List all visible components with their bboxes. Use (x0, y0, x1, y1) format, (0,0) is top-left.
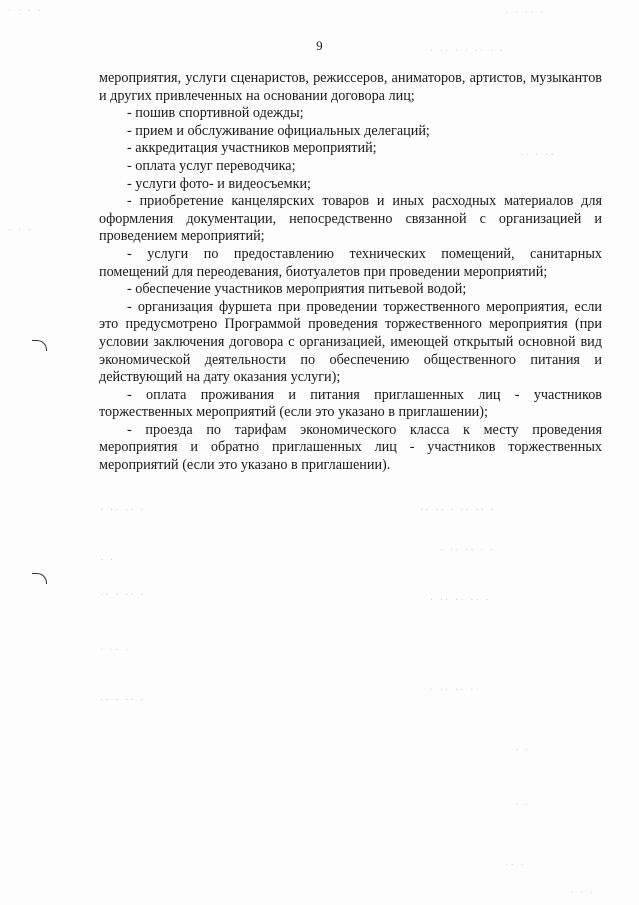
scan-noise: · ·· ·· ·· · (430, 595, 491, 606)
list-item-buffet: - организация фуршета при проведении торжественного мероприятия, если это предусмотрено Программой проведения торжественного мероприятия (при условии заключения договора с организацией, имеющей открытый основной вид экономической деятельности по обеспечению общественного питания и действующий на дату оказания услуги); (99, 298, 602, 386)
list-item-translator: - оплата услуг переводчика; (127, 157, 296, 174)
list-item-delegations: - прием и обслуживание официальных делегаций; (127, 122, 430, 139)
scan-margin-mark (32, 573, 47, 584)
scan-noise: · ·· · (100, 645, 131, 656)
list-item-technical-premises: - услуги по предоставлению технических помещений, санитарных помещений для переодевания, биотуалетов при проведении мероприятий; (99, 245, 602, 280)
document-body (99, 70, 602, 475)
scan-noise: ·· · ·· · (100, 590, 146, 601)
scan-noise: ·· · (505, 860, 526, 871)
scan-margin-mark (32, 340, 47, 351)
list-item-sportswear: - пошив спортивной одежды; (127, 105, 304, 122)
scan-noise: · · · (8, 225, 33, 236)
list-item-drinking-water: - обеспечение участников мероприятия питьевой водой; (127, 281, 467, 298)
scan-noise: · · (515, 800, 531, 811)
scan-noise: · · · · (8, 6, 43, 17)
list-item-photo-video: - услуги фото- и видеосъемки; (127, 175, 312, 192)
scan-noise: ·· ·· · ·· ·· · (420, 505, 496, 516)
scan-noise: ·· · ·· (520, 150, 556, 161)
scan-noise: · · ·· · (505, 8, 546, 19)
scan-noise: · · · (570, 888, 595, 899)
scan-noise: · · (515, 745, 531, 756)
scan-noise: · ·· ·· · (100, 505, 146, 516)
list-item-travel: - проезда по тарифам экономического класса к месту проведения мероприятия и обратно приглашенных лиц - участников торжественных мероприятий (если это указано в приглашении). (99, 421, 602, 474)
list-item-accreditation: - аккредитация участников мероприятий; (127, 140, 377, 157)
scan-noise: · · (100, 555, 116, 566)
scan-noise: ·· · ·· · (100, 695, 146, 706)
scan-noise: · ·· ·· ·· (430, 685, 481, 696)
paragraph-continuation: мероприятия, услуги сценаристов, режиссеров, аниматоров, артистов, музыкантов и других привлеченных на основании договора лиц; (99, 70, 602, 104)
scan-noise: · ·· ·· · · (440, 545, 496, 556)
scan-noise: · ·· · · ·· · · (430, 46, 505, 57)
list-item-stationery: - приобретение канцелярских товаров и иных расходных материалов для оформления документации, непосредственно связанной с организацией и проведением мероприятий; (99, 193, 602, 245)
list-item-accommodation: - оплата проживания и питания приглашенных лиц - участников торжественных мероприятий (если это указано в приглашении); (99, 386, 602, 421)
page-number: 9 (316, 38, 323, 53)
